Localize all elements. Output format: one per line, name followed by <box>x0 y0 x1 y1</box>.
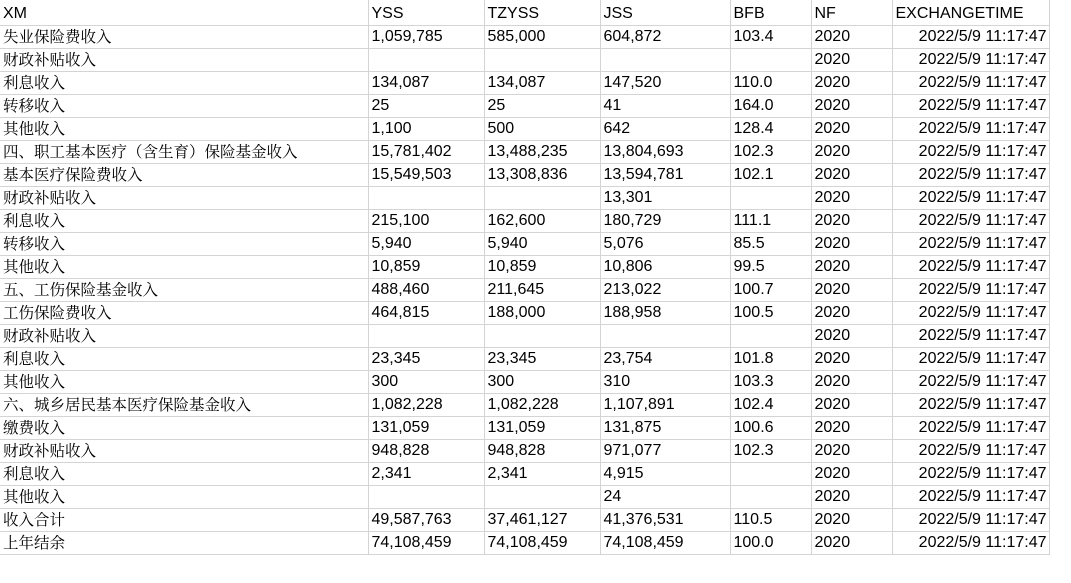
cell-jss[interactable]: 188,958 <box>600 301 730 324</box>
cell-bfb[interactable] <box>730 48 811 71</box>
cell-nf[interactable]: 2020 <box>811 324 892 347</box>
cell-nf[interactable]: 2020 <box>811 439 892 462</box>
cell-yss[interactable]: 2,341 <box>368 462 484 485</box>
table-row <box>0 508 1049 531</box>
cell-exchangetime[interactable]: 2022/5/9 11:17:47 <box>892 117 1049 140</box>
table-row <box>0 278 1049 301</box>
cell-exchangetime[interactable]: 2022/5/9 11:17:47 <box>892 531 1049 554</box>
cell-nf[interactable]: 2020 <box>811 370 892 393</box>
cell-yss[interactable]: 1,082,228 <box>368 393 484 416</box>
cell-xm[interactable]: 五、工伤保险基金收入 <box>0 278 368 301</box>
cell-yss[interactable]: 948,828 <box>368 439 484 462</box>
cell-nf[interactable]: 2020 <box>811 163 892 186</box>
cell-yss[interactable]: 74,108,459 <box>368 531 484 554</box>
cell-xm[interactable]: 利息收入 <box>0 347 368 370</box>
cell-xm[interactable]: 转移收入 <box>0 94 368 117</box>
cell-jss[interactable]: 4,915 <box>600 462 730 485</box>
cell-xm[interactable]: 财政补贴收入 <box>0 439 368 462</box>
cell-tzyss[interactable] <box>484 485 600 508</box>
cell-bfb[interactable]: 102.1 <box>730 163 811 186</box>
cell-tzyss[interactable]: 134,087 <box>484 71 600 94</box>
cell-xm[interactable]: 其他收入 <box>0 117 368 140</box>
table-row <box>0 94 1049 117</box>
table-row <box>0 531 1049 554</box>
cell-tzyss[interactable]: 500 <box>484 117 600 140</box>
cell-tzyss[interactable]: 211,645 <box>484 278 600 301</box>
cell-tzyss[interactable]: 74,108,459 <box>484 531 600 554</box>
cell-exchangetime[interactable]: 2022/5/9 11:17:47 <box>892 416 1049 439</box>
cell-jss[interactable]: 642 <box>600 117 730 140</box>
header-cell-nf[interactable]: NF <box>811 0 892 25</box>
cell-tzyss[interactable]: 948,828 <box>484 439 600 462</box>
cell-nf[interactable]: 2020 <box>811 416 892 439</box>
cell-nf[interactable]: 2020 <box>811 278 892 301</box>
cell-jss[interactable]: 24 <box>600 485 730 508</box>
table-row <box>0 186 1049 209</box>
cell-yss[interactable]: 134,087 <box>368 71 484 94</box>
cell-nf[interactable]: 2020 <box>811 485 892 508</box>
cell-xm[interactable]: 其他收入 <box>0 255 368 278</box>
cell-nf[interactable]: 2020 <box>811 255 892 278</box>
table-row <box>0 393 1049 416</box>
cell-xm[interactable]: 上年结余 <box>0 531 368 554</box>
cell-jss[interactable] <box>600 324 730 347</box>
table-row <box>0 71 1049 94</box>
table-row <box>0 255 1049 278</box>
cell-bfb[interactable]: 110.5 <box>730 508 811 531</box>
cell-nf[interactable]: 2020 <box>811 48 892 71</box>
cell-yss[interactable]: 215,100 <box>368 209 484 232</box>
cell-tzyss[interactable]: 131,059 <box>484 416 600 439</box>
cell-bfb[interactable]: 102.4 <box>730 393 811 416</box>
cell-nf[interactable]: 2020 <box>811 531 892 554</box>
table-row <box>0 324 1049 347</box>
cell-yss[interactable]: 49,587,763 <box>368 508 484 531</box>
cell-exchangetime[interactable]: 2022/5/9 11:17:47 <box>892 71 1049 94</box>
cell-exchangetime[interactable]: 2022/5/9 11:17:47 <box>892 278 1049 301</box>
cell-yss[interactable]: 464,815 <box>368 301 484 324</box>
table-row <box>0 301 1049 324</box>
cell-jss[interactable]: 10,806 <box>600 255 730 278</box>
cell-yss[interactable]: 300 <box>368 370 484 393</box>
table-row <box>0 416 1049 439</box>
cell-jss[interactable] <box>600 48 730 71</box>
cell-bfb[interactable]: 102.3 <box>730 140 811 163</box>
cell-jss[interactable]: 41 <box>600 94 730 117</box>
cell-xm[interactable]: 其他收入 <box>0 485 368 508</box>
cell-yss[interactable]: 1,100 <box>368 117 484 140</box>
cell-bfb[interactable] <box>730 324 811 347</box>
cell-exchangetime[interactable]: 2022/5/9 11:17:47 <box>892 485 1049 508</box>
cell-jss[interactable]: 23,754 <box>600 347 730 370</box>
cell-xm[interactable]: 利息收入 <box>0 462 368 485</box>
cell-nf[interactable]: 2020 <box>811 508 892 531</box>
cell-jss[interactable]: 1,107,891 <box>600 393 730 416</box>
cell-nf[interactable]: 2020 <box>811 25 892 48</box>
cell-exchangetime[interactable]: 2022/5/9 11:17:47 <box>892 508 1049 531</box>
cell-jss[interactable]: 41,376,531 <box>600 508 730 531</box>
cell-bfb[interactable]: 100.0 <box>730 531 811 554</box>
cell-tzyss[interactable] <box>484 324 600 347</box>
cell-yss[interactable] <box>368 485 484 508</box>
table-row <box>0 347 1049 370</box>
cell-exchangetime[interactable]: 2022/5/9 11:17:47 <box>892 370 1049 393</box>
cell-exchangetime[interactable]: 2022/5/9 11:17:47 <box>892 163 1049 186</box>
cell-yss[interactable] <box>368 186 484 209</box>
header-cell-jss[interactable]: JSS <box>600 0 730 25</box>
cell-xm[interactable]: 缴费收入 <box>0 416 368 439</box>
cell-jss[interactable]: 13,594,781 <box>600 163 730 186</box>
cell-bfb[interactable]: 85.5 <box>730 232 811 255</box>
cell-yss[interactable]: 15,549,503 <box>368 163 484 186</box>
cell-tzyss[interactable]: 10,859 <box>484 255 600 278</box>
table-row <box>0 485 1049 508</box>
table-row <box>0 25 1049 48</box>
cell-tzyss[interactable]: 13,488,235 <box>484 140 600 163</box>
cell-bfb[interactable]: 101.8 <box>730 347 811 370</box>
cell-exchangetime[interactable]: 2022/5/9 11:17:47 <box>892 140 1049 163</box>
cell-jss[interactable]: 13,804,693 <box>600 140 730 163</box>
cell-jss[interactable]: 147,520 <box>600 71 730 94</box>
cell-bfb[interactable]: 100.6 <box>730 416 811 439</box>
header-cell-xm[interactable]: XM <box>0 0 368 25</box>
cell-bfb[interactable]: 102.3 <box>730 439 811 462</box>
cell-bfb[interactable]: 99.5 <box>730 255 811 278</box>
cell-bfb[interactable]: 100.5 <box>730 301 811 324</box>
cell-xm[interactable]: 财政补贴收入 <box>0 48 368 71</box>
cell-xm[interactable]: 收入合计 <box>0 508 368 531</box>
cell-xm[interactable]: 工伤保险费收入 <box>0 301 368 324</box>
cell-xm[interactable]: 六、城乡居民基本医疗保险基金收入 <box>0 393 368 416</box>
cell-tzyss[interactable]: 1,082,228 <box>484 393 600 416</box>
cell-xm[interactable]: 财政补贴收入 <box>0 186 368 209</box>
cell-exchangetime[interactable]: 2022/5/9 11:17:47 <box>892 462 1049 485</box>
cell-nf[interactable]: 2020 <box>811 186 892 209</box>
cell-nf[interactable]: 2020 <box>811 117 892 140</box>
cell-jss[interactable]: 5,076 <box>600 232 730 255</box>
cell-jss[interactable]: 74,108,459 <box>600 531 730 554</box>
cell-bfb[interactable] <box>730 186 811 209</box>
cell-exchangetime[interactable]: 2022/5/9 11:17:47 <box>892 324 1049 347</box>
table-row <box>0 209 1049 232</box>
cell-exchangetime[interactable]: 2022/5/9 11:17:47 <box>892 393 1049 416</box>
cell-nf[interactable]: 2020 <box>811 393 892 416</box>
cell-bfb[interactable]: 103.4 <box>730 25 811 48</box>
table-row <box>0 232 1049 255</box>
cell-exchangetime[interactable]: 2022/5/9 11:17:47 <box>892 186 1049 209</box>
cell-yss[interactable]: 15,781,402 <box>368 140 484 163</box>
cell-yss[interactable]: 5,940 <box>368 232 484 255</box>
cell-yss[interactable]: 1,059,785 <box>368 25 484 48</box>
table-row <box>0 117 1049 140</box>
table-row <box>0 48 1049 71</box>
cell-tzyss[interactable]: 188,000 <box>484 301 600 324</box>
cell-xm[interactable]: 利息收入 <box>0 209 368 232</box>
header-cell-exchangetime[interactable]: EXCHANGETIME <box>892 0 1049 25</box>
header-cell-yss[interactable]: YSS <box>368 0 484 25</box>
cell-xm[interactable]: 转移收入 <box>0 232 368 255</box>
cell-xm[interactable]: 失业保险费收入 <box>0 25 368 48</box>
cell-xm[interactable]: 基本医疗保险费收入 <box>0 163 368 186</box>
cell-xm[interactable]: 四、职工基本医疗（含生育）保险基金收入 <box>0 140 368 163</box>
cell-yss[interactable]: 131,059 <box>368 416 484 439</box>
cell-tzyss[interactable]: 162,600 <box>484 209 600 232</box>
cell-nf[interactable]: 2020 <box>811 462 892 485</box>
cell-yss[interactable]: 488,460 <box>368 278 484 301</box>
cell-bfb[interactable] <box>730 462 811 485</box>
cell-bfb[interactable]: 100.7 <box>730 278 811 301</box>
cell-tzyss[interactable]: 37,461,127 <box>484 508 600 531</box>
cell-bfb[interactable]: 103.3 <box>730 370 811 393</box>
cell-jss[interactable]: 131,875 <box>600 416 730 439</box>
cell-bfb[interactable] <box>730 485 811 508</box>
cell-exchangetime[interactable]: 2022/5/9 11:17:47 <box>892 347 1049 370</box>
cell-exchangetime[interactable]: 2022/5/9 11:17:47 <box>892 255 1049 278</box>
cell-bfb[interactable]: 110.0 <box>730 71 811 94</box>
cell-tzyss[interactable] <box>484 186 600 209</box>
cell-jss[interactable]: 971,077 <box>600 439 730 462</box>
cell-xm[interactable]: 财政补贴收入 <box>0 324 368 347</box>
cell-yss[interactable] <box>368 48 484 71</box>
cell-jss[interactable]: 604,872 <box>600 25 730 48</box>
cell-yss[interactable]: 23,345 <box>368 347 484 370</box>
table-row <box>0 462 1049 485</box>
cell-tzyss[interactable]: 300 <box>484 370 600 393</box>
cell-exchangetime[interactable]: 2022/5/9 11:17:47 <box>892 301 1049 324</box>
table-row <box>0 439 1049 462</box>
cell-nf[interactable]: 2020 <box>811 209 892 232</box>
cell-tzyss[interactable]: 23,345 <box>484 347 600 370</box>
header-row <box>0 0 1049 25</box>
header-cell-tzyss[interactable]: TZYSS <box>484 0 600 25</box>
cell-bfb[interactable]: 111.1 <box>730 209 811 232</box>
cell-exchangetime[interactable]: 2022/5/9 11:17:47 <box>892 232 1049 255</box>
cell-exchangetime[interactable]: 2022/5/9 11:17:47 <box>892 94 1049 117</box>
cell-jss[interactable]: 180,729 <box>600 209 730 232</box>
cell-jss[interactable]: 310 <box>600 370 730 393</box>
cell-tzyss[interactable]: 25 <box>484 94 600 117</box>
cell-tzyss[interactable]: 585,000 <box>484 25 600 48</box>
cell-nf[interactable]: 2020 <box>811 71 892 94</box>
table-row <box>0 370 1049 393</box>
cell-yss[interactable] <box>368 324 484 347</box>
cell-exchangetime[interactable]: 2022/5/9 11:17:47 <box>892 48 1049 71</box>
cell-tzyss[interactable]: 2,341 <box>484 462 600 485</box>
cell-exchangetime[interactable]: 2022/5/9 11:17:47 <box>892 439 1049 462</box>
cell-nf[interactable]: 2020 <box>811 140 892 163</box>
cell-tzyss[interactable]: 5,940 <box>484 232 600 255</box>
cell-jss[interactable]: 13,301 <box>600 186 730 209</box>
cell-nf[interactable]: 2020 <box>811 347 892 370</box>
table-row <box>0 140 1049 163</box>
cell-exchangetime[interactable]: 2022/5/9 11:17:47 <box>892 25 1049 48</box>
cell-xm[interactable]: 利息收入 <box>0 71 368 94</box>
cell-exchangetime[interactable]: 2022/5/9 11:17:47 <box>892 209 1049 232</box>
cell-bfb[interactable]: 164.0 <box>730 94 811 117</box>
table-row <box>0 163 1049 186</box>
cell-yss[interactable]: 25 <box>368 94 484 117</box>
cell-nf[interactable]: 2020 <box>811 232 892 255</box>
cell-tzyss[interactable]: 13,308,836 <box>484 163 600 186</box>
cell-nf[interactable]: 2020 <box>811 301 892 324</box>
cell-jss[interactable]: 213,022 <box>600 278 730 301</box>
header-cell-bfb[interactable]: BFB <box>730 0 811 25</box>
cell-bfb[interactable]: 128.4 <box>730 117 811 140</box>
cell-tzyss[interactable] <box>484 48 600 71</box>
cell-yss[interactable]: 10,859 <box>368 255 484 278</box>
cell-nf[interactable]: 2020 <box>811 94 892 117</box>
cell-xm[interactable]: 其他收入 <box>0 370 368 393</box>
